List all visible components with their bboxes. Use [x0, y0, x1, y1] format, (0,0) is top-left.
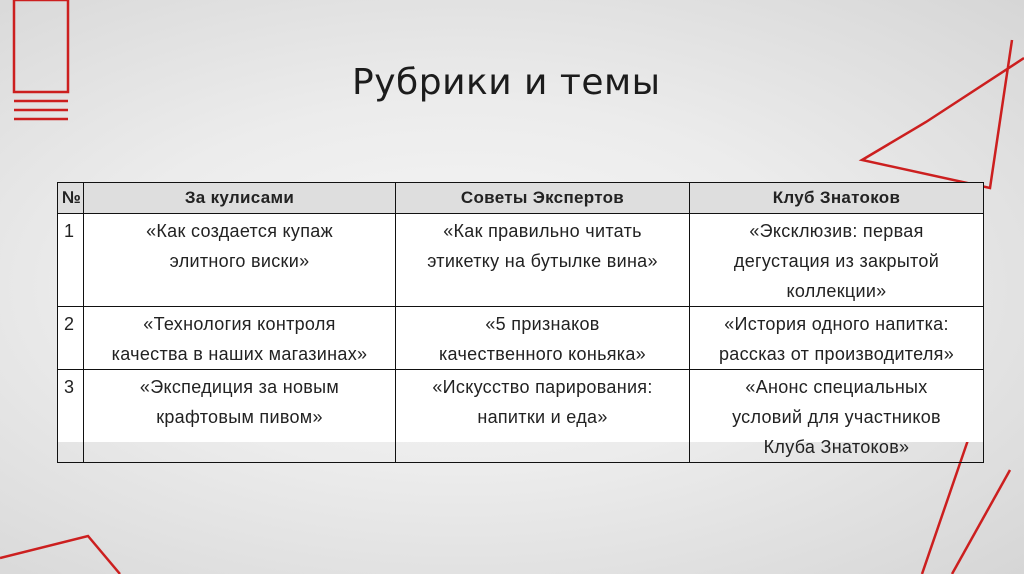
bottom-left-line [0, 536, 120, 574]
cell-line: «Анонс специальных [745, 377, 928, 397]
cell-line: «Как правильно читать [443, 221, 642, 241]
topic-cell [690, 370, 984, 463]
table-header-row [58, 183, 984, 214]
row-number: 1 [58, 214, 84, 307]
cell-line: «Как создается купаж [146, 221, 333, 241]
header-number: № [58, 183, 84, 214]
cell-line: качественного коньяка» [438, 344, 646, 364]
row-number: 3 [58, 370, 84, 463]
cell-line: этикетку на бутылке вина» [427, 251, 658, 271]
topic-cell [84, 214, 396, 307]
cell-line: рассказ от производителя» [718, 344, 955, 364]
cell-line: крафтовым пивом» [156, 407, 323, 427]
cell-line: «Экспедиция за новым [139, 377, 340, 397]
topic-cell [396, 307, 690, 370]
table-row [58, 307, 984, 370]
topic-cell [690, 214, 984, 307]
cell-line: дегустация из закрытой [733, 251, 940, 271]
top-right-shape [862, 40, 1024, 188]
logo-frame [14, 0, 68, 92]
topics-table [57, 182, 984, 463]
cell-line: условий для участников [732, 407, 941, 427]
cell-line: «Искусство парирования: [432, 377, 653, 397]
cell-line: «Эксклюзив: первая [749, 221, 924, 241]
header-expert-tips: Советы Экспертов [396, 183, 690, 214]
topics-table-container [57, 182, 983, 457]
topic-cell [690, 307, 984, 370]
cell-line: «Технология контроля [143, 314, 336, 334]
topic-cell [84, 370, 396, 463]
header-connoisseurs-club: Клуб Знатоков [690, 183, 984, 214]
row-number: 2 [58, 307, 84, 370]
topic-cell [396, 370, 690, 463]
topic-cell [396, 214, 690, 307]
table-row [58, 370, 984, 463]
header-behind-scenes: За кулисами [84, 183, 396, 214]
cell-line: «История одного напитка: [724, 314, 949, 334]
topic-cell [84, 307, 396, 370]
cell-line: элитного виски» [169, 251, 310, 271]
cell-line: Клуба Знатоков» [763, 437, 910, 457]
cell-line: напитки и еда» [477, 407, 608, 427]
cell-line: коллекции» [786, 281, 887, 301]
bottom-right-line-a [952, 470, 1010, 574]
table-row [58, 214, 984, 307]
cell-line: качества в наших магазинах» [111, 344, 368, 364]
cell-line: «5 признаков [485, 314, 600, 334]
page-title: Рубрики и темы [352, 62, 661, 103]
